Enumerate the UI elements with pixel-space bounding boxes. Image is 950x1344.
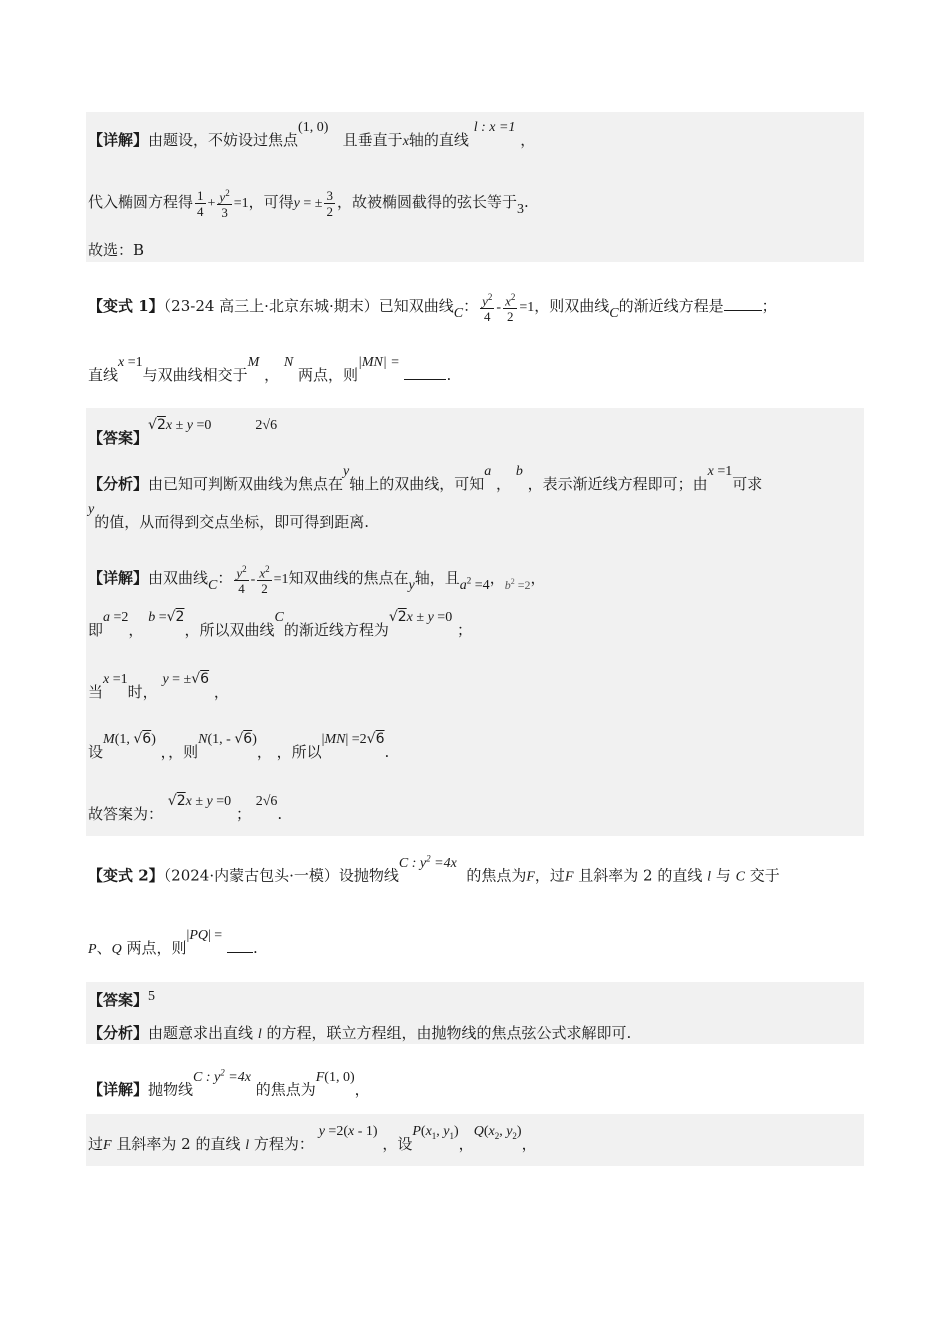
- text: ，则双曲线: [534, 297, 610, 316]
- text: 知双曲线的焦点在: [288, 569, 409, 588]
- text: 抛物线: [148, 1080, 194, 1099]
- text: ，则: [168, 743, 199, 761]
- frac-y2-4: $\frac{y^2}{4}$: [482, 292, 493, 325]
- variant1-detail-1: 【详解】由双曲线C： $\frac{y^2}{4}$ - $\frac{x^2}{2}$ =1知双曲线的焦点在y轴，且$a^2 =4$，$_{b^2 =2}$，: [88, 564, 546, 597]
- variant1-analysis-1: 【分析】由已知可判断双曲线为焦点在y轴上的双曲线，可知a ， b ，表示渐近线方程即可；由x =1可求: [88, 464, 763, 493]
- label-variant2: 【变式 2】: [88, 866, 164, 885]
- text: 由双曲线: [148, 569, 209, 588]
- text: 直线: [88, 366, 119, 384]
- text: 且垂直于: [342, 131, 403, 149]
- variant1-question-2: 直线x =1与双曲线相交于M ， N 两点，则|MN| = .: [88, 355, 452, 384]
- text: 的方程，联立方程组，由抛物线的焦点弦公式求解即可.: [266, 1024, 632, 1042]
- text: 代入椭圆方程得: [88, 193, 194, 212]
- variant2-question-2: P、Q 两点，则|PQ| = .: [88, 928, 258, 957]
- text: 故答案为：: [88, 805, 164, 823]
- variant1-detail-4: 设M(1, √6) ，，则N(1, - √6)， ，所以|MN| =2√6.: [88, 731, 390, 761]
- text: ，所以双曲线: [184, 621, 275, 639]
- variant1-detail-3: 当x =1时， y = ±√6 ，: [88, 671, 229, 701]
- text: 轴的直线: [408, 131, 469, 149]
- text: 方程为：: [253, 1135, 314, 1153]
- variant1-answer: 【答案】√2x ± y =0 2√6: [88, 417, 278, 447]
- frac-x2-2: $\frac{x^2}{2}$: [505, 292, 516, 325]
- detail-line-1: 【详解】由题设，不妨设过焦点(1, 0) 且垂直于x轴的直线 l : x =1 ，: [88, 120, 536, 149]
- variant1-analysis-2: y的值，从而得到交点坐标，即可得到距离.: [88, 502, 369, 531]
- math-line: l : x =1: [473, 120, 516, 135]
- text: 的渐近线方程是: [618, 297, 724, 316]
- label-detail: 【详解】: [88, 569, 149, 588]
- detail-line-3: [88, 240, 144, 260]
- text: 设: [88, 743, 104, 761]
- text: 由题意求出直线: [148, 1024, 254, 1042]
- detail-line-2: 代入椭圆方程得 $\frac{1}{4}$ + $\frac{y^2}{3}$ =1，可得y = ± $\frac{3}{2}$ ，故被椭圆截得的弦长等于3.: [88, 187, 529, 221]
- frac-3-2: $\frac{3}{2}$: [326, 187, 333, 219]
- text: 与: [715, 866, 731, 885]
- label-variant1: 【变式 1】: [88, 297, 164, 316]
- variant1-detail-2: 即a =2， b =√2，所以双曲线C的渐近线方程为√2x ± y =0 ；: [88, 609, 472, 639]
- text: ，可得: [248, 193, 294, 212]
- label-analysis: 【分析】: [88, 475, 149, 493]
- text: ，所以: [276, 743, 322, 761]
- text: 、: [96, 939, 112, 957]
- text: 时，: [127, 683, 158, 701]
- source: （23-24 高三上·北京东城·期末）: [163, 297, 379, 316]
- text: 的值，从而得到交点坐标，即可得到距离.: [94, 513, 369, 531]
- text: 的焦点为: [255, 1080, 316, 1099]
- text: 轴上的双曲线，可知: [349, 475, 485, 493]
- text: 轴，且: [414, 569, 460, 588]
- text: ，过: [534, 866, 565, 885]
- text: 当: [88, 683, 104, 701]
- text: 由已知可判断双曲线为焦点在: [148, 475, 344, 493]
- answer-blank-2[interactable]: [404, 365, 446, 380]
- text: 与双曲线相交于: [142, 366, 248, 384]
- text: 由题设，不妨设过焦点: [148, 131, 299, 149]
- text: 交于: [749, 866, 780, 885]
- variant2-answer: [88, 990, 155, 1012]
- label-detail: 【详解】: [88, 131, 149, 149]
- text: 故选：B: [88, 241, 145, 259]
- math-point: (1, 0): [298, 120, 329, 135]
- text: 表示渐近线方程即可；由: [542, 475, 708, 493]
- text: 可求: [732, 475, 763, 493]
- text: 且斜率为 2 的直线: [116, 1135, 241, 1153]
- label-answer: 【答案】: [88, 429, 149, 447]
- frac-1-4: $\frac{1}{4}$: [197, 187, 204, 219]
- label-answer: 【答案】: [88, 991, 149, 1009]
- text: 设抛物线: [338, 866, 399, 885]
- text: 已知双曲线: [378, 297, 454, 316]
- answer-value: 5: [148, 989, 156, 1004]
- text: 的渐近线方程为: [283, 621, 389, 639]
- text: ，设: [382, 1135, 413, 1153]
- text: 两点，则: [126, 939, 187, 957]
- text: ，故被椭圆截得的弦长等于: [336, 193, 517, 212]
- answer-blank-3[interactable]: [227, 938, 253, 953]
- answer-blank-1[interactable]: [724, 296, 762, 311]
- variant2-question-1: 【变式 2】（2024·内蒙古包头·一模）设抛物线C : $y^2 =4x$ 的焦点为F，过F 且斜率为 2 的直线 l 与 C 交于: [88, 853, 780, 885]
- text: 且斜率为 2 的直线: [578, 866, 703, 885]
- variant2-detail-1: 【详解】抛物线C : $y^2 =4x$ 的焦点为F(1, 0)，: [88, 1067, 370, 1099]
- source: （2024·内蒙古包头·一模）: [163, 866, 339, 885]
- text: 即: [88, 621, 104, 639]
- label-detail: 【详解】: [88, 1080, 149, 1099]
- text: 两点，则: [298, 366, 359, 384]
- variant1-detail-5: 故答案为： √2x ± y =0 ； 2√6.: [88, 793, 283, 823]
- variant1-question-1: 【变式 1】（23-24 高三上·北京东城·期末）已知双曲线C： $\frac{y^2}{4}$ - $\frac{x^2}{2}$ =1，则双曲线C的渐近线方程是 ；: [88, 292, 777, 325]
- answer-value-2: 2√6: [255, 418, 278, 433]
- text: 的焦点为: [466, 866, 527, 885]
- variant2-analysis: 【分析】由题意求出直线 l 的方程，联立方程组，由抛物线的焦点弦公式求解即可.: [88, 1024, 632, 1042]
- frac-y2-3: $\frac{y^2}{3}$: [219, 188, 230, 221]
- math-x: x: [402, 134, 409, 149]
- label-analysis: 【分析】: [88, 1024, 149, 1042]
- text: 过: [88, 1135, 104, 1153]
- variant2-detail-2: 过F 且斜率为 2 的直线 l 方程为： y =2(x - 1) ，设$P(x_1$, $y_1$)，$Q(x_2$, $y_2$)，: [88, 1124, 537, 1153]
- text: 2√6: [255, 794, 278, 809]
